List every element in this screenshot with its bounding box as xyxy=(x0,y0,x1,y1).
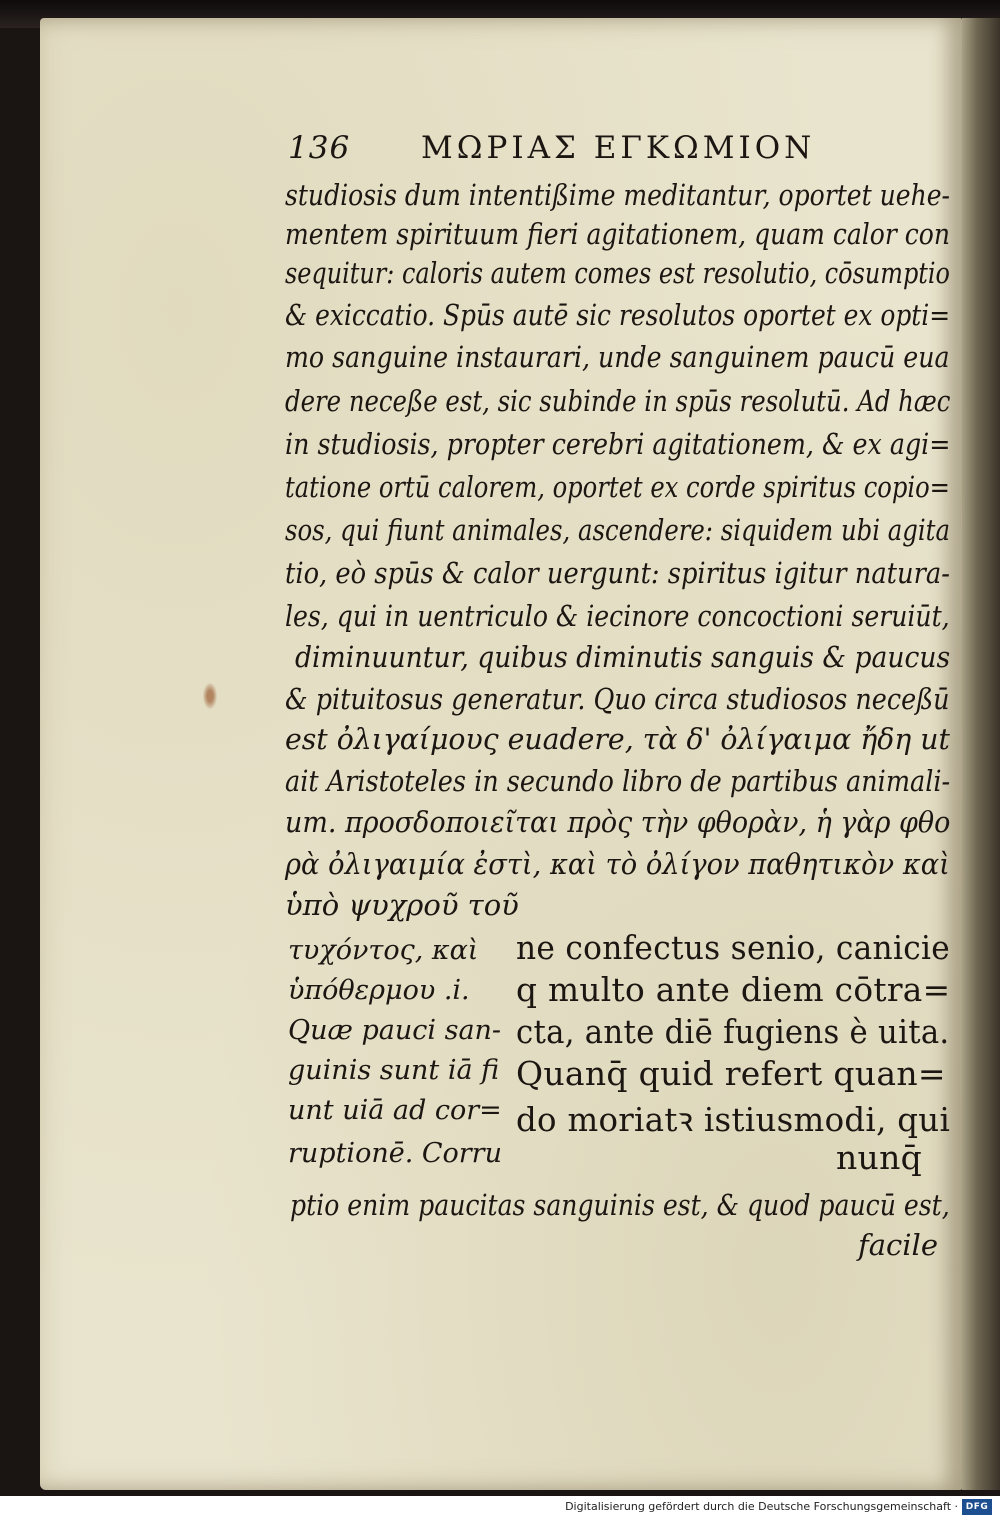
digitization-footer xyxy=(0,1496,1000,1520)
page-stain xyxy=(203,683,217,709)
running-title: ΜΩΡΙΑΣ ΕΓΚΩΜΙΟΝ xyxy=(421,130,816,166)
roman-text-line: ne confectus senio, canicie xyxy=(516,928,951,967)
text-line: ait Aristoteles in secundo libro de partibus animali- xyxy=(285,764,951,798)
text-line: dere neceße est, sic subinde in spūs resolutū. Ad hæc xyxy=(285,384,951,418)
page-number: 136 xyxy=(288,130,351,166)
text-line: tatione ortū calorem, oportet ex corde spiritus copio= xyxy=(285,470,950,504)
text-line: in studiosis, propter cerebri agitationem, & ex agi= xyxy=(285,427,951,461)
text-line: & exiccatio. Spūs autē sic resolutos oportet ex opti= xyxy=(285,298,951,332)
text-line: ρὰ ὀλιγαιμία ἐστὶ, καὶ τὸ ὀλίγον παθητικὸν καὶ xyxy=(285,847,950,881)
roman-text-line: q multo ante diem cōtra= xyxy=(516,970,951,1009)
text-line: mentem spirituum fieri agitationem, quam calor con xyxy=(285,217,950,251)
text-line: sequitur: caloris autem comes est resolutio, cōsumptio xyxy=(285,256,950,290)
dfg-logo-icon: DFG xyxy=(962,1499,992,1515)
side-text-line: unt uiā ad cor= xyxy=(288,1095,502,1126)
text-line: est ὀλιγαίμους euadere, τὰ δ' ὀλίγαιμα ἤδη ut xyxy=(285,722,950,756)
side-text-line: Quæ pauci san- xyxy=(288,1015,502,1046)
side-text-line: ruptionē. Corru xyxy=(288,1138,502,1169)
text-line: um. προσδοποιεῖται πρὸς τὴν φθορὰν, ἡ γὰρ φθο xyxy=(285,805,951,839)
side-text-line: ὑπόθερμου .i. xyxy=(288,975,470,1006)
roman-text-line: do moriatꝛ istiusmodi, qui xyxy=(516,1100,951,1139)
roman-text-line: cta, ante diē fugiens è uita. xyxy=(516,1012,950,1051)
text-line: & pituitosus generatur. Quo circa studiosos neceßū xyxy=(285,682,950,716)
text-line: tio, eò spūs & calor uergunt: spiritus igitur natura- xyxy=(285,556,950,590)
text-line: diminuuntur, quibus diminutis sanguis & paucus xyxy=(295,640,951,674)
side-text-line: τυχόντος, καὶ xyxy=(288,935,479,966)
page-header xyxy=(288,130,815,166)
book-spine-edge xyxy=(962,18,1000,1490)
catchword: facile xyxy=(858,1228,938,1262)
text-line: sos, qui fiunt animales, ascendere: siquidem ubi agita xyxy=(285,513,951,547)
text-line: les, qui in uentriculo & iecinore concoctioni seruiūt, xyxy=(285,599,950,633)
text-line: mo sanguine instaurari, unde sanguinem paucū eua xyxy=(285,340,950,374)
roman-text-line: nunq̄ xyxy=(836,1138,923,1177)
text-line: ptio enim paucitas sanguinis est, & quod paucū est, xyxy=(290,1188,950,1222)
text-line: ὑπὸ ψυχροῦ τοῦ xyxy=(285,888,519,922)
side-text-line: guinis sunt iā fi xyxy=(288,1055,500,1086)
text-line: studiosis dum intentißime meditantur, oportet uehe- xyxy=(285,178,951,212)
roman-text-line: Quanq̄ quid refert quan= xyxy=(516,1054,946,1093)
funding-credit: Digitalisierung gefördert durch die Deutsche Forschungsgemeinschaft · xyxy=(565,1500,958,1513)
